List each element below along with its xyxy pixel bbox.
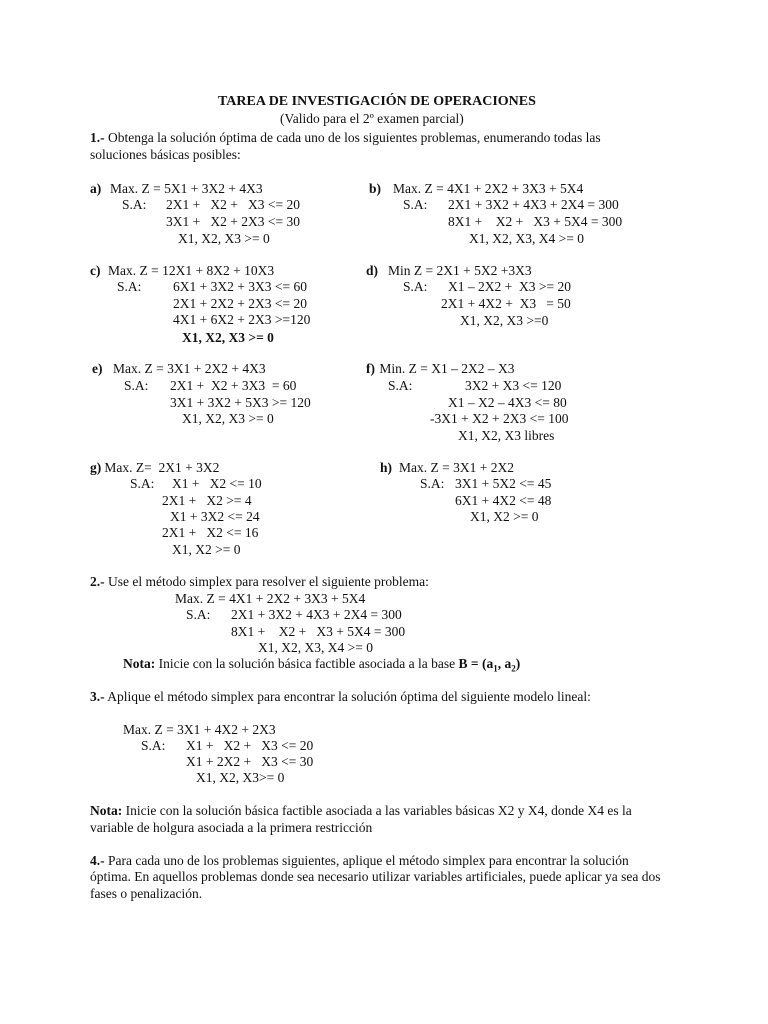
problem-c-objective: Max. Z = 12X1 + 8X2 + 10X3 <box>108 263 275 278</box>
q2-nonneg: X1, X2, X3, X4 >= 0 <box>258 640 373 655</box>
problem-f-sa: S.A: <box>388 378 413 393</box>
problem-c-constraint-3: 4X1 + 6X2 + 2X3 >=120 <box>173 312 311 327</box>
q3-sa: S.A: <box>141 738 166 753</box>
problem-b-constraint-2: 8X1 + X2 + X3 + 5X4 = 300 <box>448 214 623 229</box>
problem-g-constraint-1: X1 + X2 <= 10 <box>172 476 262 491</box>
problem-d-constraint-2: 2X1 + 4X2 + X3 = 50 <box>441 296 571 311</box>
problem-g-constraint-2: 2X1 + X2 >= 4 <box>162 493 252 508</box>
q3-text: Aplique el método simplex para encontrar la solución óptima del siguiente modelo lineal: <box>104 689 591 704</box>
q3-constraint-1: X1 + X2 + X3 <= 20 <box>186 738 314 753</box>
q1-intro-line2: soluciones básicas posibles: <box>90 147 241 162</box>
q4-text: Para cada uno de los problemas siguientes, aplique el método simplex para encontrar la solución <box>104 853 629 868</box>
problem-d-nonneg: X1, X2, X3 >=0 <box>460 313 549 328</box>
q2-base-sub2: 2 <box>511 663 516 674</box>
problem-h-nonneg: X1, X2 >= 0 <box>470 509 539 524</box>
problem-c-nonneg: X1, X2, X3 >= 0 <box>182 330 274 345</box>
q2-note-text: Inicie con la solución básica factible asociada a la base <box>155 656 459 671</box>
problem-f-constraint-3: -3X1 + X2 + 2X3 <= 100 <box>430 411 569 426</box>
problem-f-label: f) <box>366 361 375 376</box>
problem-b-nonneg: X1, X2, X3, X4 >= 0 <box>469 231 584 246</box>
q3-number: 3.- <box>90 689 105 704</box>
problem-a-constraint-1: 2X1 + X2 + X3 <= 20 <box>166 197 300 212</box>
problem-a-objective: Max. Z = 5X1 + 3X2 + 4X3 <box>110 181 263 196</box>
problem-b-sa: S.A: <box>403 197 428 212</box>
problem-f-nonneg: X1, X2, X3 libres <box>458 428 555 443</box>
problem-b-objective: Max. Z = 4X1 + 2X2 + 3X3 + 5X4 <box>393 181 584 196</box>
problem-e-constraint-1: 2X1 + X2 + 3X3 = 60 <box>170 378 297 393</box>
problem-c-constraint-1: 6X1 + 3X2 + 3X3 <= 60 <box>173 279 307 294</box>
problem-c-label: c) <box>90 263 101 278</box>
problem-g-sa: S.A: <box>130 476 155 491</box>
q2-text: Use el método simplex para resolver el siguiente problema: <box>104 574 429 589</box>
q2-number: 2.- <box>90 574 105 589</box>
q2-note <box>123 656 520 677</box>
problem-e-label: e) <box>92 361 103 376</box>
problem-d-label: d) <box>366 263 379 278</box>
problem-e-constraint-2: 3X1 + 3X2 + 5X3 >= 120 <box>170 395 311 410</box>
problem-a-sa: S.A: <box>122 197 147 212</box>
q3-constraint-2: X1 + 2X2 + X3 <= 30 <box>186 754 314 769</box>
document-title: TAREA DE INVESTIGACIÓN DE OPERACIONES <box>218 94 536 109</box>
problem-d-constraint-1: X1 – 2X2 + X3 >= 20 <box>448 279 571 294</box>
problem-d-objective: Min Z = 2X1 + 5X2 +3X3 <box>388 263 532 278</box>
problem-h-constraint-2: 6X1 + 4X2 <= 48 <box>455 493 552 508</box>
problem-g-constraint-4: 2X1 + X2 <= 16 <box>162 525 259 540</box>
problem-a-constraint-2: 3X1 + X2 + 2X3 <= 30 <box>166 214 300 229</box>
q4-intro-line2: óptima. En aquellos problemas donde sea necesario utilizar variables artificiales, puede aplicar ya sea dos <box>90 869 661 884</box>
q2-objective: Max. Z = 4X1 + 2X2 + 3X3 + 5X4 <box>175 591 366 606</box>
problem-h-objective: Max. Z = 3X1 + 2X2 <box>399 460 514 475</box>
problem-c-constraint-2: 2X1 + 2X2 + 2X3 <= 20 <box>173 296 307 311</box>
q3-note-label: Nota: <box>90 803 123 818</box>
q2-note-label: Nota: <box>123 656 156 671</box>
problem-f-objective: Min. Z = X1 – 2X2 – X3 <box>376 361 515 376</box>
problem-c-sa: S.A: <box>117 279 142 294</box>
q3-nonneg: X1, X2, X3>= 0 <box>196 770 285 785</box>
q1-text: Obtenga la solución óptima de cada uno de los siguientes problemas, enumerando todas las <box>104 130 601 145</box>
problem-d-sa: S.A: <box>403 279 428 294</box>
problem-a-nonneg: X1, X2, X3 >= 0 <box>178 231 270 246</box>
q3-note-text: Inicie con la solución básica factible asociada a las variables básicas X2 y X4, donde X4 es la <box>122 803 632 818</box>
problem-g-label: g) <box>90 460 102 475</box>
problem-h-label: h) <box>380 460 393 475</box>
q1-intro-line1 <box>90 130 601 146</box>
problem-b-constraint-1: 2X1 + 3X2 + 4X3 + 2X4 = 300 <box>448 197 619 212</box>
q4-intro-line3: fases o penalización. <box>90 886 203 901</box>
q2-base-open: B = (a <box>458 656 494 671</box>
q3-objective: Max. Z = 3X1 + 4X2 + 2X3 <box>123 722 276 737</box>
problem-a-label: a) <box>90 181 102 196</box>
problem-e-objective: Max. Z = 3X1 + 2X2 + 4X3 <box>113 361 266 376</box>
problem-b-label: b) <box>369 181 382 196</box>
q4-number: 4.- <box>90 853 105 868</box>
q1-number: 1.- <box>90 130 105 145</box>
q2-note-base <box>458 656 521 674</box>
q2-base-sub1: 1 <box>493 663 498 674</box>
q2-constraint-1: 2X1 + 3X2 + 4X3 + 2X4 = 300 <box>231 607 402 622</box>
q3-intro <box>90 689 591 705</box>
q2-sa: S.A: <box>186 607 211 622</box>
q2-base-close: ) <box>515 656 521 671</box>
problem-f-constraint-2: X1 – X2 – 4X3 <= 80 <box>448 395 567 410</box>
problem-g-nonneg: X1, X2 >= 0 <box>172 542 241 557</box>
problem-h-sa: S.A: <box>420 476 445 491</box>
q4-intro-line1 <box>90 853 629 869</box>
q2-constraint-2: 8X1 + X2 + X3 + 5X4 = 300 <box>231 624 406 639</box>
q2-intro <box>90 574 429 590</box>
problem-h-constraint-1: 3X1 + 5X2 <= 45 <box>455 476 552 491</box>
q3-note-line2: variable de holgura asociada a la primera restricción <box>90 820 373 835</box>
document-subtitle: (Valido para el 2º examen parcial) <box>280 111 464 126</box>
problem-g-objective: Max. Z= 2X1 + 3X2 <box>101 460 220 475</box>
problem-e-nonneg: X1, X2, X3 >= 0 <box>182 411 274 426</box>
problem-f-constraint-1: 3X2 + X3 <= 120 <box>465 378 562 393</box>
problem-g-constraint-3: X1 + 3X2 <= 24 <box>170 509 260 524</box>
q3-note-line1 <box>90 803 632 819</box>
problem-e-sa: S.A: <box>124 378 149 393</box>
q2-base-comma: , a <box>497 656 512 671</box>
